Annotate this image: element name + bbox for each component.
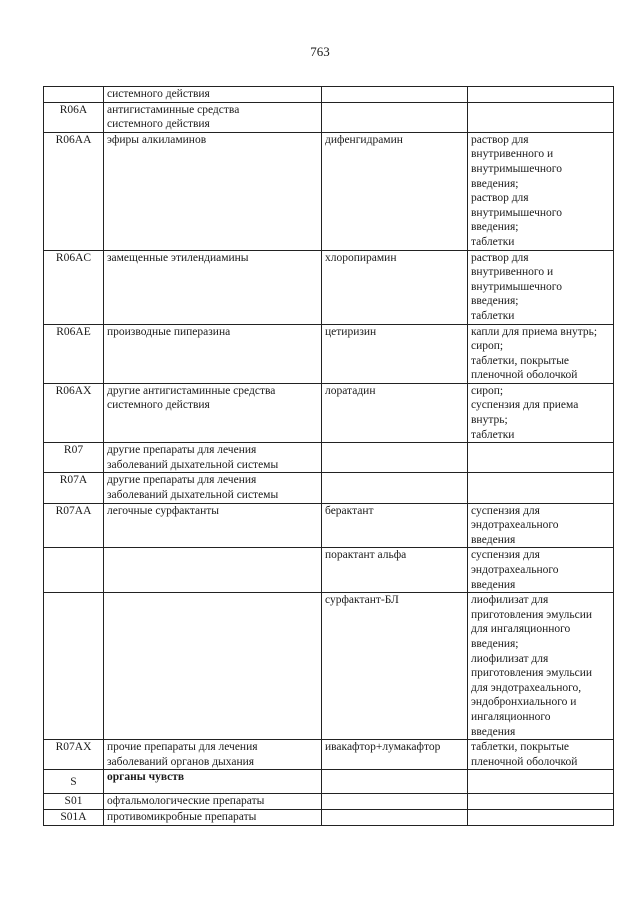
inn-cell — [322, 443, 468, 473]
group-name-cell — [104, 548, 322, 593]
dosage-form-cell: лиофилизат для приготовления эмульсии для ингаляционного введения; лиофилизат для приготовления эмульсии для эндотрахеального, эндобронхиального и ингаляционного введения — [468, 593, 614, 740]
drug-table-body — [44, 87, 614, 826]
inn-cell — [322, 87, 468, 103]
table-row — [44, 794, 614, 810]
group-name-cell: антигистаминные средства системного действия — [104, 102, 322, 132]
table-row — [44, 770, 614, 794]
code-cell — [44, 87, 104, 103]
code-cell: S — [44, 770, 104, 794]
dosage-form-cell — [468, 809, 614, 825]
code-cell: S01 — [44, 794, 104, 810]
code-cell: R07AX — [44, 740, 104, 770]
dosage-form-cell — [468, 770, 614, 794]
code-cell: R06AE — [44, 324, 104, 383]
code-cell: R06AC — [44, 250, 104, 324]
dosage-form-cell — [468, 87, 614, 103]
dosage-form-cell: суспензия для эндотрахеального введения — [468, 503, 614, 548]
code-cell — [44, 593, 104, 740]
table-row — [44, 443, 614, 473]
group-name-cell: замещенные этилендиамины — [104, 250, 322, 324]
inn-cell: дифенгидрамин — [322, 132, 468, 250]
code-cell: R06A — [44, 102, 104, 132]
inn-cell — [322, 794, 468, 810]
dosage-form-cell: раствор для внутривенного и внутримышечного введения; таблетки — [468, 250, 614, 324]
page-number: 763 — [310, 44, 330, 59]
inn-cell — [322, 102, 468, 132]
dosage-form-cell — [468, 102, 614, 132]
code-cell: R06AX — [44, 383, 104, 442]
group-name-cell: органы чувств — [104, 770, 322, 794]
code-cell: R06AA — [44, 132, 104, 250]
group-name-cell: прочие препараты для лечения заболеваний органов дыхания — [104, 740, 322, 770]
group-name-cell: другие препараты для лечения заболеваний дыхательной системы — [104, 443, 322, 473]
inn-cell — [322, 809, 468, 825]
dosage-form-cell — [468, 794, 614, 810]
table-row — [44, 102, 614, 132]
table-row — [44, 503, 614, 548]
code-cell: R07A — [44, 473, 104, 503]
table-row — [44, 809, 614, 825]
dosage-form-cell: таблетки, покрытые пленочной оболочкой — [468, 740, 614, 770]
group-name-cell: легочные сурфактанты — [104, 503, 322, 548]
code-cell: S01A — [44, 809, 104, 825]
table-row — [44, 740, 614, 770]
inn-cell: хлоропирамин — [322, 250, 468, 324]
code-cell — [44, 548, 104, 593]
group-name-cell: другие антигистаминные средства системного действия — [104, 383, 322, 442]
group-name-cell: офтальмологические препараты — [104, 794, 322, 810]
code-cell: R07AA — [44, 503, 104, 548]
group-name-cell: эфиры алкиламинов — [104, 132, 322, 250]
group-name-cell: противомикробные препараты — [104, 809, 322, 825]
inn-cell: ивакафтор+лумакафтор — [322, 740, 468, 770]
inn-cell: порактант альфа — [322, 548, 468, 593]
inn-cell: сурфактант-БЛ — [322, 593, 468, 740]
table-row — [44, 132, 614, 250]
inn-cell: лоратадин — [322, 383, 468, 442]
dosage-form-cell: капли для приема внутрь; сироп; таблетки, покрытые пленочной оболочкой — [468, 324, 614, 383]
dosage-form-cell — [468, 443, 614, 473]
table-row — [44, 250, 614, 324]
dosage-form-cell — [468, 473, 614, 503]
group-name-cell — [104, 593, 322, 740]
inn-cell: цетиризин — [322, 324, 468, 383]
group-name-cell: другие препараты для лечения заболеваний дыхательной системы — [104, 473, 322, 503]
dosage-form-cell: суспензия для эндотрахеального введения — [468, 548, 614, 593]
inn-cell: берактант — [322, 503, 468, 548]
inn-cell — [322, 473, 468, 503]
table-row — [44, 87, 614, 103]
group-name-cell: производные пиперазина — [104, 324, 322, 383]
table-row — [44, 473, 614, 503]
table-row — [44, 548, 614, 593]
drug-table — [43, 86, 614, 826]
table-row — [44, 324, 614, 383]
group-name-cell: системного действия — [104, 87, 322, 103]
inn-cell — [322, 770, 468, 794]
table-row — [44, 593, 614, 740]
table-row — [44, 383, 614, 442]
dosage-form-cell: раствор для внутривенного и внутримышечного введения; раствор для внутримышечного введения; таблетки — [468, 132, 614, 250]
code-cell: R07 — [44, 443, 104, 473]
dosage-form-cell: сироп; суспензия для приема внутрь; таблетки — [468, 383, 614, 442]
